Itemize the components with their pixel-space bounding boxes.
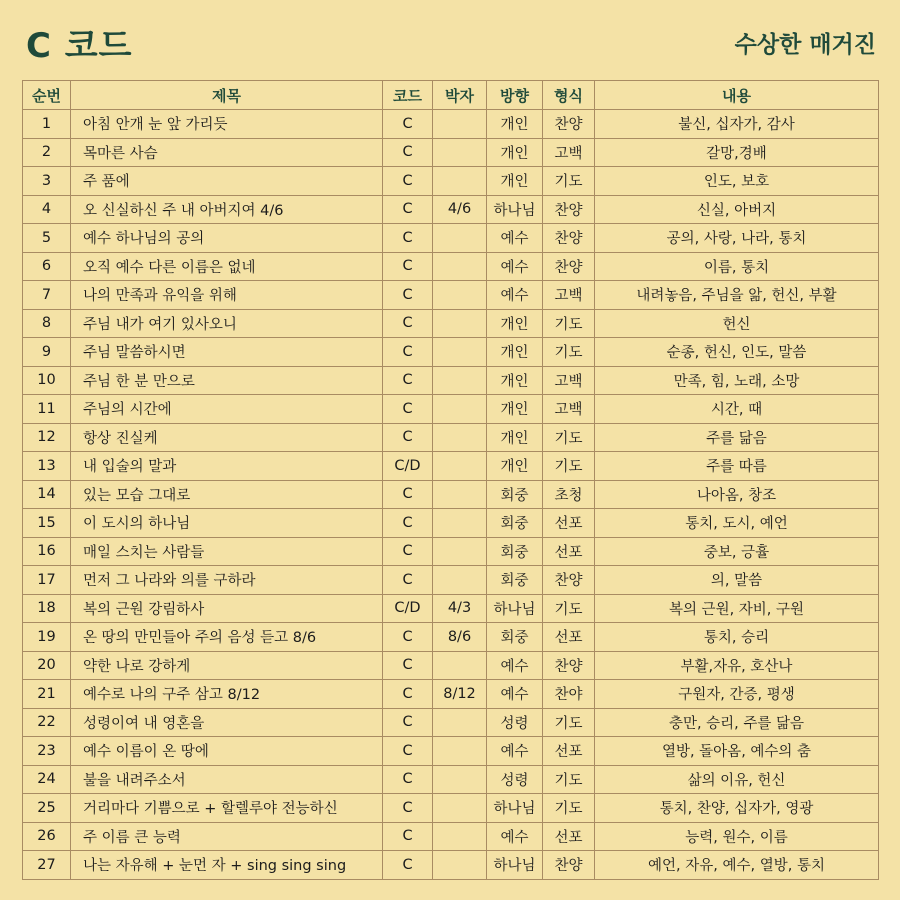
cell-content: 헌신 xyxy=(595,309,879,338)
cell-form: 찬양 xyxy=(543,651,595,680)
cell-direction: 예수 xyxy=(487,737,543,766)
cell-direction: 개인 xyxy=(487,366,543,395)
cell-meter xyxy=(433,537,487,566)
column-header-form: 형식 xyxy=(543,81,595,110)
cell-form: 찬양 xyxy=(543,252,595,281)
table-row xyxy=(23,765,879,794)
table-row xyxy=(23,851,879,880)
cell-title: 복의 근원 강림하사 xyxy=(71,594,383,623)
cell-direction: 개인 xyxy=(487,338,543,367)
cell-chord: C xyxy=(383,167,433,196)
cell-meter xyxy=(433,138,487,167)
cell-meter: 4/3 xyxy=(433,594,487,623)
cell-content: 삶의 이유, 헌신 xyxy=(595,765,879,794)
cell-form: 고백 xyxy=(543,281,595,310)
table-row xyxy=(23,794,879,823)
cell-meter xyxy=(433,423,487,452)
cell-direction: 하나님 xyxy=(487,195,543,224)
cell-number: 8 xyxy=(23,309,71,338)
cell-content: 복의 근원, 자비, 구원 xyxy=(595,594,879,623)
cell-direction: 예수 xyxy=(487,822,543,851)
cell-title: 주 품에 xyxy=(71,167,383,196)
cell-content: 열방, 돌아옴, 예수의 춤 xyxy=(595,737,879,766)
cell-meter xyxy=(433,480,487,509)
cell-form: 기도 xyxy=(543,309,595,338)
table-row xyxy=(23,708,879,737)
cell-direction: 하나님 xyxy=(487,851,543,880)
cell-content: 갈망,경배 xyxy=(595,138,879,167)
cell-form: 찬양 xyxy=(543,851,595,880)
cell-number: 20 xyxy=(23,651,71,680)
cell-number: 13 xyxy=(23,452,71,481)
cell-meter xyxy=(433,338,487,367)
cell-content: 불신, 십자가, 감사 xyxy=(595,110,879,139)
cell-meter: 8/12 xyxy=(433,680,487,709)
table-row xyxy=(23,566,879,595)
cell-chord: C xyxy=(383,366,433,395)
table-row xyxy=(23,309,879,338)
cell-form: 선포 xyxy=(543,509,595,538)
cell-form: 기도 xyxy=(543,423,595,452)
cell-number: 6 xyxy=(23,252,71,281)
cell-number: 11 xyxy=(23,395,71,424)
cell-meter xyxy=(433,822,487,851)
cell-meter xyxy=(433,794,487,823)
cell-title: 주님 한 분 만으로 xyxy=(71,366,383,395)
table-row xyxy=(23,195,879,224)
cell-chord: C xyxy=(383,138,433,167)
cell-meter: 8/6 xyxy=(433,623,487,652)
cell-meter xyxy=(433,366,487,395)
cell-content: 나아옴, 창조 xyxy=(595,480,879,509)
table-row xyxy=(23,537,879,566)
cell-content: 인도, 보호 xyxy=(595,167,879,196)
cell-meter xyxy=(433,167,487,196)
cell-meter xyxy=(433,708,487,737)
cell-chord: C xyxy=(383,338,433,367)
cell-meter xyxy=(433,509,487,538)
cell-title: 약한 나로 강하게 xyxy=(71,651,383,680)
cell-content: 통치, 도시, 예언 xyxy=(595,509,879,538)
cell-number: 12 xyxy=(23,423,71,452)
cell-form: 선포 xyxy=(543,537,595,566)
cell-direction: 하나님 xyxy=(487,794,543,823)
cell-meter xyxy=(433,765,487,794)
cell-number: 10 xyxy=(23,366,71,395)
table-row xyxy=(23,110,879,139)
cell-chord: C xyxy=(383,110,433,139)
cell-form: 기도 xyxy=(543,794,595,823)
cell-number: 22 xyxy=(23,708,71,737)
table-row xyxy=(23,480,879,509)
cell-number: 23 xyxy=(23,737,71,766)
cell-number: 7 xyxy=(23,281,71,310)
table-row xyxy=(23,281,879,310)
cell-direction: 예수 xyxy=(487,224,543,253)
cell-title: 예수 이름이 온 땅에 xyxy=(71,737,383,766)
table-row xyxy=(23,651,879,680)
cell-number: 21 xyxy=(23,680,71,709)
cell-form: 찬양 xyxy=(543,566,595,595)
cell-title: 주님의 시간에 xyxy=(71,395,383,424)
cell-meter xyxy=(433,309,487,338)
cell-title: 내 입술의 말과 xyxy=(71,452,383,481)
cell-form: 찬양 xyxy=(543,195,595,224)
cell-content: 중보, 긍휼 xyxy=(595,537,879,566)
cell-chord: C xyxy=(383,737,433,766)
cell-form: 고백 xyxy=(543,138,595,167)
cell-direction: 예수 xyxy=(487,680,543,709)
cell-form: 찬양 xyxy=(543,224,595,253)
cell-direction: 개인 xyxy=(487,452,543,481)
table-row xyxy=(23,423,879,452)
cell-content: 통치, 찬양, 십자가, 영광 xyxy=(595,794,879,823)
cell-title: 이 도시의 하나님 xyxy=(71,509,383,538)
cell-number: 25 xyxy=(23,794,71,823)
cell-chord: C xyxy=(383,851,433,880)
cell-content: 능력, 원수, 이름 xyxy=(595,822,879,851)
cell-content: 공의, 사랑, 나라, 통치 xyxy=(595,224,879,253)
cell-meter xyxy=(433,281,487,310)
cell-number: 16 xyxy=(23,537,71,566)
table-row xyxy=(23,680,879,709)
column-header-chord: 코드 xyxy=(383,81,433,110)
cell-number: 15 xyxy=(23,509,71,538)
cell-title: 오 신실하신 주 내 아버지여 4/6 xyxy=(71,195,383,224)
cell-title: 불을 내려주소서 xyxy=(71,765,383,794)
table-row xyxy=(23,338,879,367)
cell-direction: 회중 xyxy=(487,537,543,566)
cell-form: 고백 xyxy=(543,395,595,424)
cell-title: 온 땅의 만민들아 주의 음성 듣고 8/6 xyxy=(71,623,383,652)
cell-number: 14 xyxy=(23,480,71,509)
cell-number: 24 xyxy=(23,765,71,794)
cell-number: 17 xyxy=(23,566,71,595)
cell-title: 주님 내가 여기 있사오니 xyxy=(71,309,383,338)
cell-number: 5 xyxy=(23,224,71,253)
table-row xyxy=(23,167,879,196)
cell-number: 19 xyxy=(23,623,71,652)
cell-number: 4 xyxy=(23,195,71,224)
table-row xyxy=(23,224,879,253)
cell-content: 신실, 아버지 xyxy=(595,195,879,224)
cell-direction: 개인 xyxy=(487,423,543,452)
cell-direction: 예수 xyxy=(487,252,543,281)
cell-chord: C xyxy=(383,509,433,538)
cell-title: 주님 말씀하시면 xyxy=(71,338,383,367)
cell-direction: 개인 xyxy=(487,138,543,167)
cell-chord: C xyxy=(383,537,433,566)
cell-title: 매일 스치는 사람들 xyxy=(71,537,383,566)
cell-number: 3 xyxy=(23,167,71,196)
cell-form: 선포 xyxy=(543,737,595,766)
cell-direction: 성령 xyxy=(487,765,543,794)
table-body xyxy=(23,110,879,880)
cell-direction: 개인 xyxy=(487,167,543,196)
page-title: C 코드 xyxy=(26,26,133,66)
column-header-title: 제목 xyxy=(71,81,383,110)
cell-form: 초청 xyxy=(543,480,595,509)
cell-direction: 하나님 xyxy=(487,594,543,623)
cell-chord: C xyxy=(383,680,433,709)
cell-chord: C xyxy=(383,623,433,652)
cell-title: 오직 예수 다른 이름은 없네 xyxy=(71,252,383,281)
cell-title: 목마른 사슴 xyxy=(71,138,383,167)
cell-title: 항상 진실케 xyxy=(71,423,383,452)
cell-content: 내려놓음, 주님을 앎, 헌신, 부활 xyxy=(595,281,879,310)
cell-content: 부활,자유, 호산나 xyxy=(595,651,879,680)
cell-form: 기도 xyxy=(543,452,595,481)
cell-direction: 개인 xyxy=(487,395,543,424)
cell-direction: 예수 xyxy=(487,281,543,310)
cell-chord: C xyxy=(383,395,433,424)
cell-chord: C xyxy=(383,423,433,452)
cell-number: 2 xyxy=(23,138,71,167)
cell-title: 나의 만족과 유익을 위해 xyxy=(71,281,383,310)
cell-form: 기도 xyxy=(543,338,595,367)
cell-title: 성령이여 내 영혼을 xyxy=(71,708,383,737)
table-row xyxy=(23,138,879,167)
cell-chord: C xyxy=(383,765,433,794)
cell-number: 18 xyxy=(23,594,71,623)
cell-form: 기도 xyxy=(543,708,595,737)
cell-content: 구원자, 간증, 평생 xyxy=(595,680,879,709)
cell-title: 주 이름 큰 능력 xyxy=(71,822,383,851)
cell-chord: C xyxy=(383,480,433,509)
cell-meter xyxy=(433,651,487,680)
table-row xyxy=(23,395,879,424)
cell-chord: C xyxy=(383,224,433,253)
table-row xyxy=(23,623,879,652)
table-row xyxy=(23,822,879,851)
column-header-meter: 박자 xyxy=(433,81,487,110)
table-row xyxy=(23,594,879,623)
cell-number: 9 xyxy=(23,338,71,367)
cell-chord: C/D xyxy=(383,452,433,481)
cell-meter xyxy=(433,737,487,766)
cell-content: 이름, 통치 xyxy=(595,252,879,281)
cell-title: 먼저 그 나라와 의를 구하라 xyxy=(71,566,383,595)
cell-direction: 성령 xyxy=(487,708,543,737)
cell-form: 기도 xyxy=(543,765,595,794)
cell-content: 주를 따름 xyxy=(595,452,879,481)
cell-title: 예수로 나의 구주 삼고 8/12 xyxy=(71,680,383,709)
cell-direction: 예수 xyxy=(487,651,543,680)
table-row xyxy=(23,252,879,281)
cell-form: 선포 xyxy=(543,623,595,652)
cell-chord: C xyxy=(383,195,433,224)
table-header-row xyxy=(23,81,879,110)
cell-form: 찬야 xyxy=(543,680,595,709)
table-row xyxy=(23,737,879,766)
cell-title: 아침 안개 눈 앞 가리듯 xyxy=(71,110,383,139)
cell-form: 고백 xyxy=(543,366,595,395)
cell-chord: C xyxy=(383,252,433,281)
cell-meter xyxy=(433,851,487,880)
cell-content: 통치, 승리 xyxy=(595,623,879,652)
cell-direction: 회중 xyxy=(487,623,543,652)
song-table xyxy=(22,80,879,880)
cell-content: 예언, 자유, 예수, 열방, 통치 xyxy=(595,851,879,880)
cell-number: 27 xyxy=(23,851,71,880)
cell-form: 기도 xyxy=(543,167,595,196)
column-header-content: 내용 xyxy=(595,81,879,110)
table-row xyxy=(23,366,879,395)
cell-content: 순종, 헌신, 인도, 말씀 xyxy=(595,338,879,367)
cell-direction: 회중 xyxy=(487,509,543,538)
cell-content: 만족, 힘, 노래, 소망 xyxy=(595,366,879,395)
cell-chord: C xyxy=(383,794,433,823)
cell-form: 찬양 xyxy=(543,110,595,139)
cell-chord: C xyxy=(383,281,433,310)
table-row xyxy=(23,452,879,481)
cell-chord: C xyxy=(383,309,433,338)
cell-form: 기도 xyxy=(543,594,595,623)
cell-title: 나는 자유해 + 눈먼 자 + sing sing sing xyxy=(71,851,383,880)
cell-chord: C/D xyxy=(383,594,433,623)
cell-content: 충만, 승리, 주를 닮음 xyxy=(595,708,879,737)
cell-title: 거리마다 기쁨으로 + 할렐루야 전능하신 xyxy=(71,794,383,823)
cell-form: 선포 xyxy=(543,822,595,851)
cell-title: 예수 하나님의 공의 xyxy=(71,224,383,253)
cell-meter xyxy=(433,395,487,424)
cell-title: 있는 모습 그대로 xyxy=(71,480,383,509)
cell-direction: 회중 xyxy=(487,566,543,595)
cell-chord: C xyxy=(383,566,433,595)
cell-content: 시간, 때 xyxy=(595,395,879,424)
cell-meter xyxy=(433,110,487,139)
cell-chord: C xyxy=(383,822,433,851)
cell-meter xyxy=(433,224,487,253)
cell-direction: 개인 xyxy=(487,110,543,139)
cell-direction: 회중 xyxy=(487,480,543,509)
cell-number: 26 xyxy=(23,822,71,851)
cell-content: 의, 말씀 xyxy=(595,566,879,595)
cell-meter: 4/6 xyxy=(433,195,487,224)
table-row xyxy=(23,509,879,538)
cell-meter xyxy=(433,252,487,281)
cell-chord: C xyxy=(383,651,433,680)
column-header-direction: 방향 xyxy=(487,81,543,110)
cell-number: 1 xyxy=(23,110,71,139)
cell-direction: 개인 xyxy=(487,309,543,338)
cell-meter xyxy=(433,452,487,481)
cell-chord: C xyxy=(383,708,433,737)
brand-name: 수상한 매거진 xyxy=(734,32,876,58)
cell-content: 주를 닮음 xyxy=(595,423,879,452)
cell-meter xyxy=(433,566,487,595)
column-header-number: 순번 xyxy=(23,81,71,110)
